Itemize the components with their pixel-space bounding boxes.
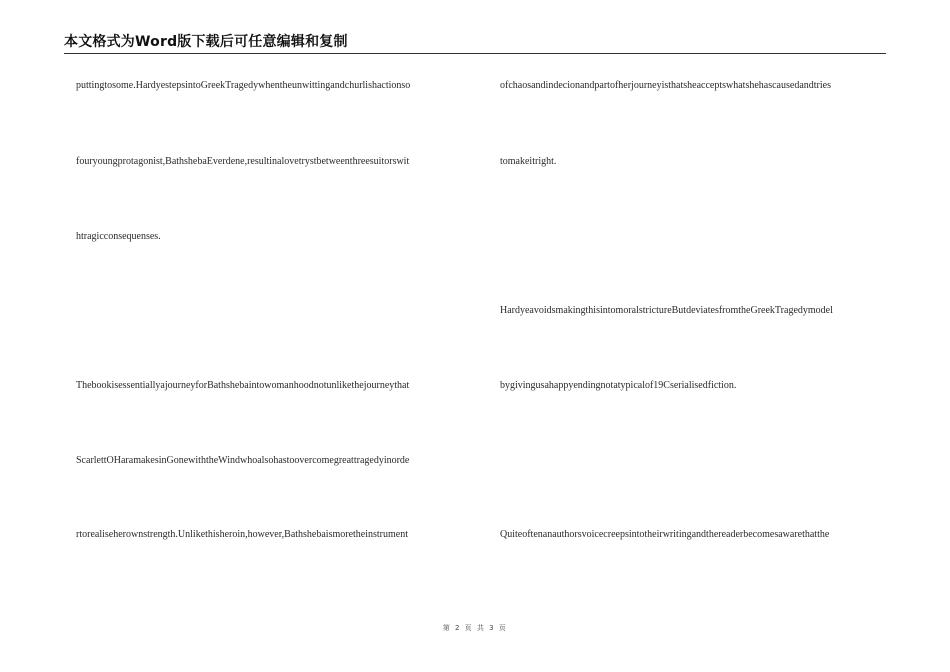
text-line: ofchaosandindecionandpartofherjourneyisthatsheacceptswhatshehascausedandtries bbox=[500, 80, 831, 91]
text-line: ScarlettOHaramakesinGonewiththeWindwhoalsohastoovercomegreattragedyinorde bbox=[76, 455, 410, 466]
text-line: Quiteoftenanauthorsvoicecreepsintotheirwritingandthereaderbecomesawarethatthe bbox=[500, 529, 830, 540]
page-number-footer: 第 2 页 共 3 页 bbox=[442, 624, 508, 632]
text-line: htragicconsequenses. bbox=[76, 231, 161, 242]
page-header bbox=[64, 35, 886, 54]
header-title: 本文格式为Word版下载后可任意编辑和复制 bbox=[64, 34, 348, 50]
text-line: ThebookisessentiallyajourneyforBathshebaintowomanhoodnotunlikethejourneythat bbox=[76, 380, 410, 391]
text-line: rtorealiseherownstrength.Unlikethisheroin,however,Bathshebaismoretheinstrument bbox=[76, 529, 409, 540]
text-line: bygivingusahappyendingnotatypicalof19Cserialisedfiction. bbox=[500, 380, 737, 391]
text-line: HardyeavoidsmakingthisintomoralstrictureButdeviatesfromtheGreekTragedymodel bbox=[500, 305, 833, 316]
text-line: fouryoungprotagonist,BathshebaEverdene,resultinalovetrystbetweenthreesuitorswit bbox=[76, 156, 410, 167]
text-line: puttingtosome.HardyestepsintoGreekTragedywhentheunwittingandchurlishactionso bbox=[76, 80, 411, 91]
text-line: tomakeitright. bbox=[500, 156, 557, 167]
